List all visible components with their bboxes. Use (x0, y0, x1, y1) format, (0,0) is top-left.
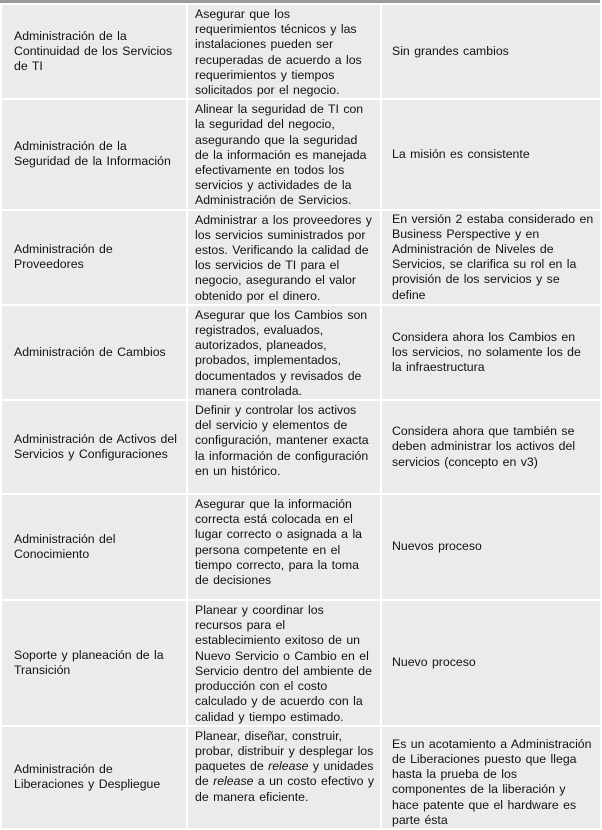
process-name-cell: Administración de Proveedores (1, 210, 187, 305)
process-name-cell: Administración de Liberaciones y Despliegue (1, 726, 187, 829)
objective-text: a un costo efectivo y de manera eficiente. (195, 774, 374, 804)
process-name-cell: Administración de la Seguridad de la Información (1, 99, 187, 209)
table-row (1, 210, 601, 305)
objective-term-release: release (213, 774, 254, 789)
process-objective-cell: Asegurar que los Cambios son registrados, evaluados, autorizados, planeados, probados, implementados, documentados y revisados de manera controlada. (187, 305, 381, 400)
table-row (1, 305, 601, 400)
process-objective-cell: Asegurar que los requerimientos técnicos y las instalaciones pueden ser recuperadas de acuerdo a los requerimientos y tiempos solicitados por el negocio. (187, 4, 381, 99)
process-objective-cell: Alinear la seguridad de TI con la seguridad del negocio, asegurando que la seguridad de la información es manejada efectivamente en todos los servicios y actividades de la Administración de Servicios. (187, 99, 381, 209)
process-objective-cell: Administrar a los proveedores y los servicios suministrados por estos. Verificando la calidad de los servicios de TI para el negocio, asegurando el valor obtenido por el dinero. (187, 210, 381, 305)
process-name-cell: Administración de la Continuidad de los Servicios de TI (1, 4, 187, 99)
objective-text: y unidades de (195, 759, 374, 789)
table-row (1, 494, 601, 600)
table-row (1, 99, 601, 209)
process-change-cell: Es un acotamiento a Administración de Liberaciones puesto que llega hasta la prueba de los componentes de la liberación y hace patente que el hardware es parte ésta (381, 726, 601, 829)
table-row (1, 4, 601, 99)
itil-process-comparison-table (0, 3, 602, 830)
process-name-cell: Soporte y planeación de la Transición (1, 600, 187, 726)
objective-text: Planear, diseñar, construir, probar, distribuir y desplegar los paquetes de (195, 728, 374, 774)
process-change-cell: Considera ahora que también se deben administrar los activos del servicios (concepto en v3) (381, 400, 601, 494)
process-change-cell: Considera ahora los Cambios en los servicios, no solamente los de la infraestructura (381, 305, 601, 400)
process-change-cell: Nuevo proceso (381, 600, 601, 726)
process-change-cell: Nuevos proceso (381, 494, 601, 600)
process-objective-cell: Planear y coordinar los recursos para el establecimiento exitoso de un Nuevo Servicio o Cambio en el Servicio dentro del ambiente de producción con el costo calculado y de acuerdo con la calidad y tiempo estimado. (187, 600, 381, 726)
table-row (1, 400, 601, 494)
objective-term-release: release (268, 759, 309, 774)
process-objective-cell: Definir y controlar los activos del servicio y elementos de configuración, mantener exacta la información de configuración en un histórico. (187, 400, 381, 494)
process-change-cell: Sin grandes cambios (381, 4, 601, 99)
process-objective-cell: Asegurar que la información correcta está colocada en el lugar correcto o asignada a la persona competente en el tiempo correcto, para la toma de decisiones (187, 494, 381, 600)
process-name-cell: Administración de Activos del Servicios y Configuraciones (1, 400, 187, 494)
process-change-cell: La misión es consistente (381, 99, 601, 209)
process-change-cell: En versión 2 estaba considerado en Business Perspective y en Administración de Niveles de Servicios, se clarifica su rol en la provisión de los servicios y se define (381, 210, 601, 305)
process-name-cell: Administración del Conocimiento (1, 494, 187, 600)
table-row (1, 600, 601, 726)
table-row (1, 726, 601, 829)
process-objective-cell (187, 726, 381, 829)
process-name-cell: Administración de Cambios (1, 305, 187, 400)
